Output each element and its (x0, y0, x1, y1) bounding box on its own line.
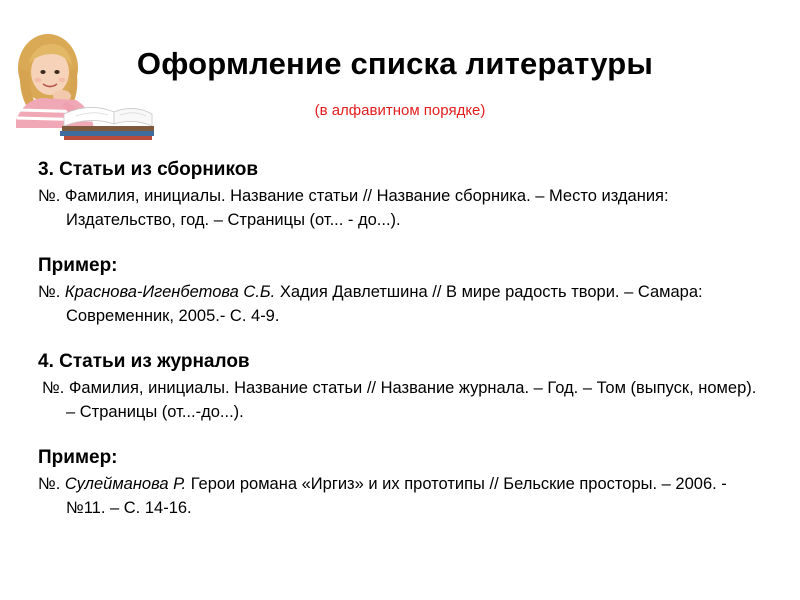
example-details: Герои романа «Иргиз» и их прототипы // Бельские просторы. – 2006. - №11. – С. 14-16. (66, 475, 727, 517)
example-details: Хадия Давлетшина // В мире радость твори. – Самара: Современник, 2005.- С. 4-9. (66, 283, 703, 325)
example-author: Сулейманова Р. (64, 475, 187, 493)
page-subtitle: (в алфавитном порядке) (314, 102, 486, 119)
main-content (38, 158, 758, 542)
section-journals (38, 350, 758, 424)
example-heading: Пример: (38, 447, 118, 468)
example-entry (38, 280, 758, 328)
example-entry (38, 472, 758, 520)
entry-prefix: №. (38, 283, 65, 301)
example-journals (38, 446, 758, 520)
entry-prefix: №. (38, 475, 65, 493)
example-author: Краснова-Игенбетова С.Б. (64, 283, 276, 301)
girl-with-books-illustration (6, 28, 156, 140)
example-collections (38, 254, 758, 328)
page-title: Оформление списка литературы (136, 46, 654, 81)
format-template: №. Фамилия, инициалы. Название статьи // Название журнала. – Год. – Том (выпуск, номер). – Страницы (от...-до...). (42, 379, 757, 421)
section-heading: 3. Статьи из сборников (38, 159, 259, 180)
example-heading: Пример: (38, 255, 118, 276)
section-heading: 4. Статьи из журналов (38, 351, 250, 372)
format-template: №. Фамилия, инициалы. Название статьи // Название сборника. – Место издания: Издательство, год. – Страницы (от... - до...). (38, 187, 669, 229)
section-collections (38, 158, 758, 232)
